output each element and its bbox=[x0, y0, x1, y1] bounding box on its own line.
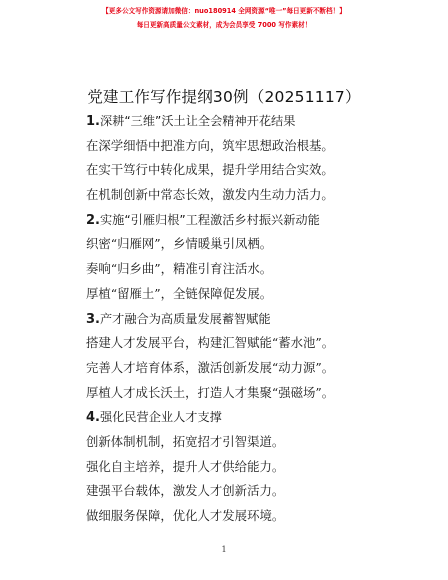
promo-line-2: 每日更新高质量公文素材，成为会员享受 7000 写作素材！ bbox=[136, 21, 312, 29]
section-heading-text: 强化民营企业人才支撑 bbox=[99, 410, 222, 425]
section-heading bbox=[86, 208, 386, 233]
section-number: 1. bbox=[86, 114, 100, 129]
section-heading bbox=[86, 405, 386, 430]
outline-item: 在实干笃行中转化成果，提升学用结合实效。 bbox=[86, 162, 334, 178]
section-heading-text: 实施“引雁归根”工程激活乡村振兴新动能 bbox=[99, 212, 320, 227]
outline-item: 创新体制机制，拓宽招才引智渠道。 bbox=[86, 433, 285, 449]
outline-item: 厚植“留雁土”，全链保障促发展。 bbox=[86, 285, 273, 301]
outline-item: 在机制创新中常态长效，激发内生动力活力。 bbox=[86, 187, 334, 203]
section-heading-text: 深耕“三维”沃土让全会精神开花结果 bbox=[99, 114, 296, 128]
section-number: 4. bbox=[86, 410, 100, 426]
outline-item: 织密“归雁网”，乡情暖巢引凤栖。 bbox=[86, 236, 273, 252]
outline-item: 建强平台载体，激发人才创新活力。 bbox=[86, 483, 285, 499]
promo-banner bbox=[0, 4, 448, 32]
outline-item: 完善人才培育体系，激活创新发展“动力源”。 bbox=[86, 359, 335, 375]
document-title: 党建工作写作提纲30例（20251117） bbox=[87, 88, 361, 106]
outline-item: 奏响“归乡曲”，精准引育注活水。 bbox=[86, 261, 273, 277]
outline-item: 搭建人才发展平台，构建汇智赋能“蓄水池”。 bbox=[86, 335, 335, 351]
outline-item: 做细服务保障，优化人才发展环境。 bbox=[86, 508, 285, 523]
promo-line-1: 【更多公文写作资源请加微信：nuo180914 全网资源“唯一”每日更新不断档！】 bbox=[102, 7, 346, 15]
section-heading bbox=[86, 109, 386, 134]
outline-body bbox=[86, 109, 386, 529]
section-heading-text: 产才融合为高质量发展蓄智赋能 bbox=[99, 311, 271, 326]
section-number: 3. bbox=[86, 311, 100, 327]
section-number: 2. bbox=[86, 212, 100, 228]
outline-item: 厚植人才成长沃土，打造人才集聚“强磁场”。 bbox=[86, 384, 335, 400]
outline-item: 强化自主培养，提升人才供给能力。 bbox=[86, 458, 285, 474]
section-heading bbox=[86, 307, 386, 332]
page-number: 1 bbox=[221, 545, 227, 554]
outline-item: 在深学细悟中把准方向，筑牢思想政治根基。 bbox=[86, 137, 334, 153]
